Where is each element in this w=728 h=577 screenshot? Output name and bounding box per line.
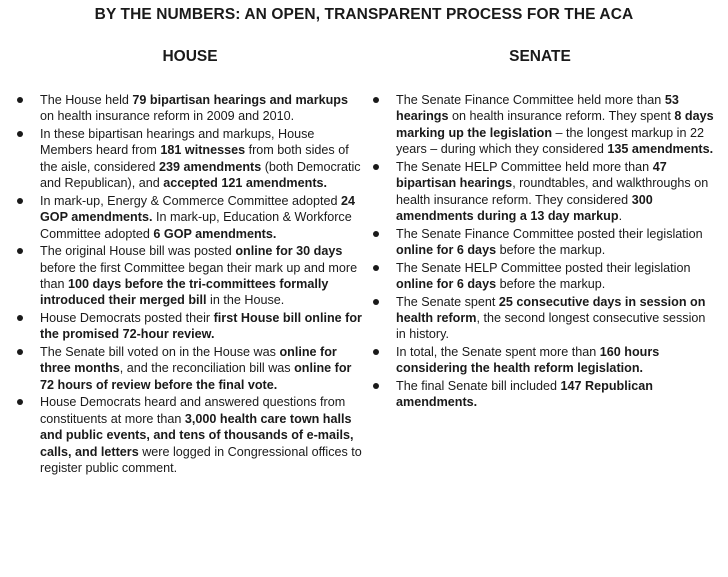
bold-text: 47 bipartisan hearings <box>396 159 667 191</box>
item-text: . <box>618 209 623 224</box>
bold-text: 25 consecutive days in session on health reform <box>396 294 706 326</box>
item-text: on health insurance reform in 2009 and 2010. <box>40 109 295 124</box>
bullet-icon <box>373 299 379 305</box>
bold-text: online for three months <box>40 345 337 376</box>
item-text: The Senate bill voted on in the House was <box>40 345 280 360</box>
bold-text: 160 hours considering the health reform legislation. <box>396 345 660 376</box>
item-text: before the markup. <box>496 277 606 292</box>
item-text: The Senate HELP Committee held more than <box>396 159 653 174</box>
item-text: House Democrats posted their <box>40 311 214 326</box>
bold-text: 3,000 health care town halls and public events, and tens of thousands of e-mails, calls, and letters <box>40 411 354 459</box>
item-text: on health insurance reform. They spent <box>448 109 675 124</box>
item-text: In total, the Senate spent more than <box>396 345 600 360</box>
list-item <box>14 394 364 476</box>
bold-text: 53 hearings <box>396 93 679 124</box>
bullet-icon <box>17 198 23 204</box>
item-text: In mark-up, Education & Workforce Committee adopted <box>40 210 352 241</box>
senate-bullet-list <box>370 92 715 412</box>
item-text: in the House. <box>206 293 285 308</box>
item-text: , and the reconciliation bill was <box>119 361 295 376</box>
item-text: were logged in Congressional offices to register public comment. <box>40 444 362 476</box>
item-text: The Senate Finance Committee held more than <box>396 93 665 107</box>
bold-text: first House bill online for the promised 72-hour review. <box>40 311 362 342</box>
item-text: House Democrats heard and answered questions from constituents at more than <box>40 395 346 426</box>
list-item <box>370 378 715 411</box>
item-text: before the markup. <box>496 243 606 258</box>
item-text: The Senate Finance Committee posted their legislation <box>396 226 703 241</box>
item-text: In mark-up, Energy & Commerce Committee adopted <box>40 193 341 208</box>
bullet-icon <box>373 349 379 355</box>
bold-text: 147 Republican amendments. <box>396 379 653 410</box>
bullet-icon <box>17 315 23 321</box>
item-text: (both Democratic and Republican), and <box>40 159 361 191</box>
item-text: The House held <box>40 93 133 107</box>
item-text: The Senate spent <box>396 294 499 309</box>
bold-text: 300 amendments during a 13 day markup <box>396 192 653 224</box>
bold-text: 79 bipartisan hearings and markups <box>132 93 348 107</box>
list-item <box>14 92 364 125</box>
bold-text: 24 GOP amendments. <box>40 193 355 225</box>
senate-heading: SENATE <box>509 48 571 65</box>
bold-text: 8 days marking up the legislation <box>396 109 714 140</box>
house-bullet-list <box>14 92 364 478</box>
bullet-icon <box>17 97 23 103</box>
bold-text: online for 6 days <box>396 277 497 292</box>
bold-text: 239 amendments <box>159 159 262 174</box>
bold-text: online for 6 days <box>396 243 497 258</box>
list-item <box>14 243 364 309</box>
item-text: The final Senate bill included <box>396 379 561 394</box>
list-item <box>14 126 364 192</box>
bold-text: 6 GOP amendments. <box>153 226 277 241</box>
list-item <box>370 260 715 293</box>
bold-text: accepted 121 amendments. <box>163 176 328 191</box>
bold-text: online for 72 hours of review before the final vote. <box>40 361 352 392</box>
bold-text: 181 witnesses <box>160 143 246 158</box>
item-text: In these bipartisan hearings and markups, House Members heard from <box>40 127 315 158</box>
list-item <box>14 193 364 242</box>
bullet-icon <box>17 248 23 254</box>
list-item <box>370 92 715 158</box>
item-text: , the second longest consecutive session in history. <box>396 311 706 342</box>
list-item <box>14 344 364 393</box>
item-text: – the longest markup in 22 years – during which they considered <box>396 125 704 157</box>
item-text: before the first Committee began their mark up and more than <box>40 260 358 292</box>
house-heading: HOUSE <box>162 48 218 65</box>
bullet-icon <box>373 265 379 271</box>
list-item <box>370 344 715 377</box>
item-text: , roundtables, and walkthroughs on health insurance reform. They considered <box>396 176 709 207</box>
list-item <box>14 310 364 343</box>
bullet-icon <box>373 164 379 170</box>
item-text: from both sides of the aisle, considered <box>40 143 349 174</box>
bullet-icon <box>373 231 379 237</box>
list-item <box>370 159 715 225</box>
bullet-icon <box>17 399 23 405</box>
bold-text: 135 amendments. <box>607 142 714 157</box>
item-text: The Senate HELP Committee posted their legislation <box>396 260 691 275</box>
bullet-icon <box>373 383 379 389</box>
bullet-icon <box>17 131 23 137</box>
document-title: BY THE NUMBERS: AN OPEN, TRANSPARENT PROCESS FOR THE ACA <box>94 6 634 23</box>
item-text: The original House bill was posted <box>40 244 236 259</box>
list-item <box>370 294 715 343</box>
bold-text: 100 days before the tri-committees formally introduced their merged bill <box>40 277 329 308</box>
list-item <box>370 226 715 259</box>
bullet-icon <box>373 97 379 103</box>
bold-text: online for 30 days <box>235 244 343 259</box>
bullet-icon <box>17 349 23 355</box>
